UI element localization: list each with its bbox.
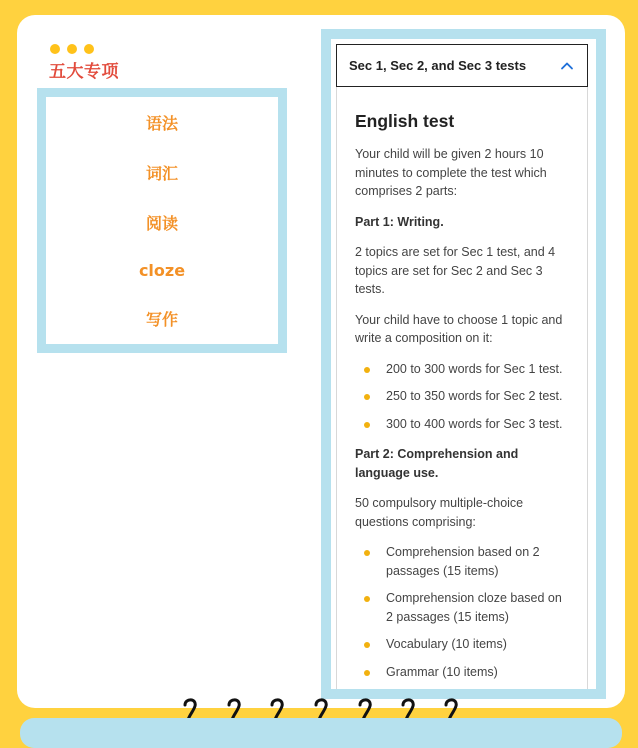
list-item bbox=[355, 360, 569, 379]
topics-panel bbox=[37, 88, 287, 353]
list-item-text: Vocabulary (10 items) bbox=[386, 637, 507, 651]
accordion-title: Sec 1, Sec 2, and Sec 3 tests bbox=[349, 58, 527, 73]
part2-item-list bbox=[355, 543, 569, 681]
dot-icon bbox=[50, 44, 60, 54]
bullet-icon bbox=[364, 367, 370, 373]
list-item bbox=[355, 635, 569, 654]
list-item bbox=[355, 663, 569, 682]
list-item bbox=[355, 589, 569, 626]
bullet-icon bbox=[364, 394, 370, 400]
part2-intro-text: 50 compulsory multiple-choice questions comprising: bbox=[355, 496, 524, 529]
list-item bbox=[355, 543, 569, 580]
test-info-panel bbox=[321, 29, 606, 699]
accordion-header[interactable] bbox=[336, 44, 588, 87]
accordion-body bbox=[336, 87, 588, 689]
next-card bbox=[20, 718, 622, 748]
dot-icon bbox=[67, 44, 77, 54]
list-item-text: Comprehension cloze based on 2 passages (15 items) bbox=[386, 591, 562, 624]
part1-instruction-text: Your child have to choose 1 topic and write a composition on it: bbox=[355, 312, 563, 345]
dot-icon bbox=[84, 44, 94, 54]
bullet-icon bbox=[364, 670, 370, 676]
intro-text: Your child will be given 2 hours 10 minutes to complete the test which comprises 2 parts: bbox=[355, 147, 547, 198]
test-heading: English test bbox=[355, 111, 455, 131]
list-item-text: 300 to 400 words for Sec 3 test. bbox=[386, 416, 563, 431]
topic-vocabulary[interactable]: 词汇 bbox=[145, 163, 178, 183]
list-item bbox=[355, 387, 569, 406]
section-title: 五大专项 bbox=[49, 62, 119, 82]
bullet-icon bbox=[364, 422, 370, 428]
list-item-text: 250 to 350 words for Sec 2 test. bbox=[386, 389, 563, 403]
bullet-icon bbox=[364, 596, 370, 602]
topic-cloze[interactable]: cloze bbox=[138, 261, 186, 281]
bullet-icon bbox=[364, 642, 370, 648]
topic-reading[interactable]: 阅读 bbox=[145, 213, 178, 233]
topic-grammar[interactable]: 语法 bbox=[145, 113, 178, 133]
list-item-text: Comprehension based on 2 passages (15 items) bbox=[386, 545, 540, 578]
decorative-dots bbox=[50, 44, 94, 54]
part1-topics-text: 2 topics are set for Sec 1 test, and 4 topics are set for Sec 2 and Sec 3 tests. bbox=[355, 245, 556, 296]
chevron-up-icon bbox=[559, 58, 575, 74]
list-item-text: Grammar (10 items) bbox=[386, 664, 498, 679]
part1-word-list bbox=[355, 360, 569, 434]
topic-writing[interactable]: 写作 bbox=[145, 310, 178, 330]
list-item-text: 200 to 300 words for Sec 1 test. bbox=[386, 361, 563, 376]
part2-title: Part 2: Comprehension and language use. bbox=[355, 447, 519, 480]
list-item bbox=[355, 415, 569, 434]
part1-title: Part 1: Writing. bbox=[355, 214, 444, 229]
bullet-icon bbox=[364, 550, 370, 556]
